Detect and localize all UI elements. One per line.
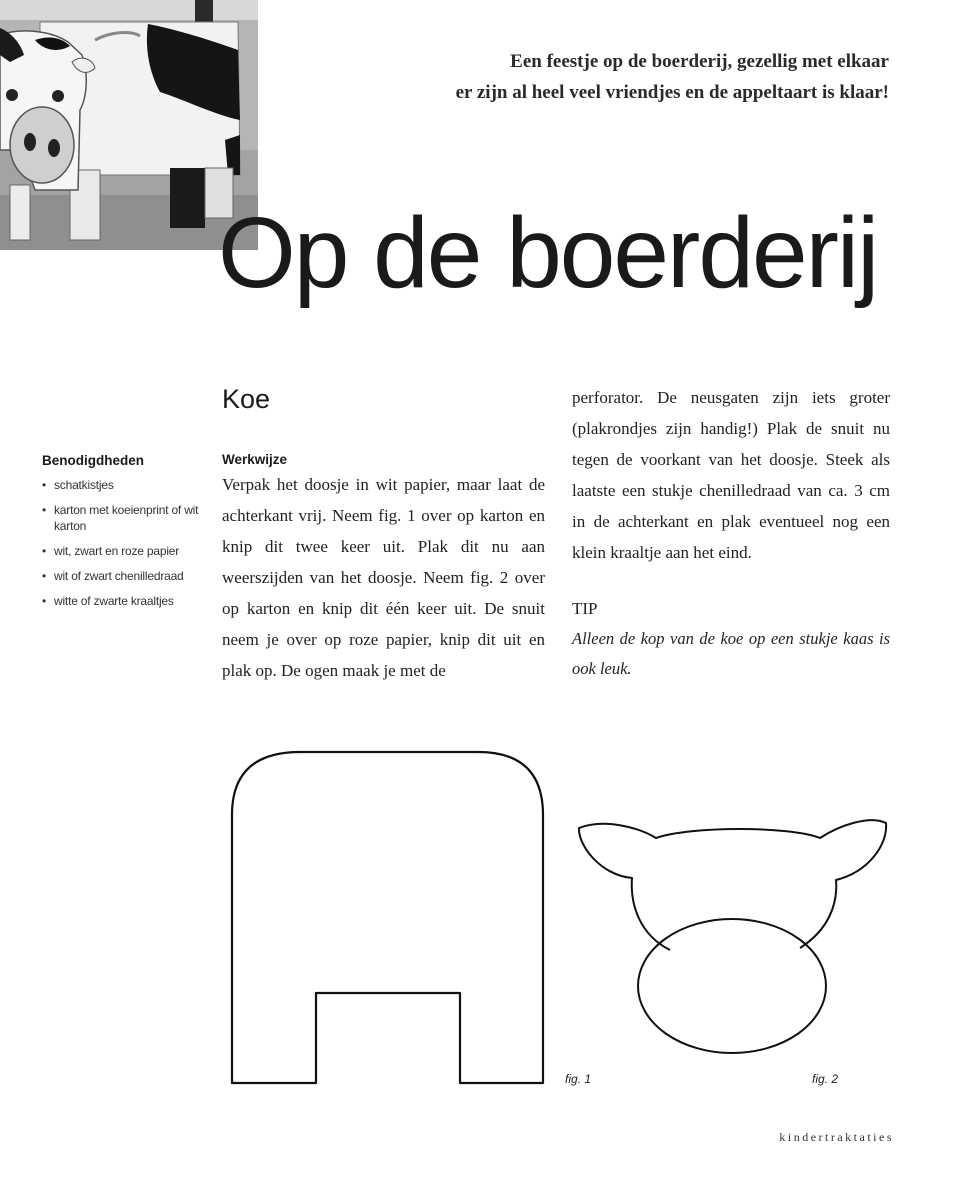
supply-item: • wit of zwart chenilledraad	[42, 568, 202, 584]
intro-line-2: er zijn al heel veel vriendjes en de appeltaart is klaar!	[455, 82, 889, 103]
fig-2-head-template	[579, 820, 886, 950]
supply-item: • schatkistjes	[42, 477, 202, 493]
instructions-text-part-2: perforator. De neusgaten zijn iets groter (plakrondjes zijn handig!) Plak de snuit nu tegen de voorkant van het doosje. Steek als laatste een stukje chenilledraad van ca. 3 cm in de achterkant en plak eventueel nog een klein kraaltje aan het eind.	[572, 388, 890, 562]
page-title: Op de boerderij	[218, 197, 878, 309]
instructions-heading: Werkwijze	[222, 452, 288, 467]
fig-1-label: fig. 1	[565, 1072, 592, 1086]
supply-item: • karton met koeienprint of wit karton	[42, 502, 202, 534]
intro-line-1: Een feestje op de boerderij, gezellig met elkaar	[510, 51, 889, 72]
tip-label: TIP	[572, 599, 598, 618]
fig-2-snout-template	[638, 919, 826, 1053]
fig-2-label: fig. 2	[812, 1072, 839, 1086]
instructions-text-part-1: Verpak het doosje in wit papier, maar laat de achterkant vrij. Neem fig. 1 over op karton en knip dit twee keer uit. Plak dit nu aan weerszijden van het doosje. Neem fig. 2 over op karton en knip dit één keer uit. De snuit neem je over op roze papier, knip dit uit en plak op. De ogen maak je met de	[222, 475, 545, 680]
supply-item: • witte of zwarte kraaltjes	[42, 593, 202, 609]
supplies-heading: Benodigdheden	[42, 453, 144, 468]
tip-text: Alleen de kop van de koe op een stukje kaas is ook leuk.	[572, 629, 890, 678]
supply-item: • wit, zwart en roze papier	[42, 543, 202, 559]
section-title: Koe	[222, 384, 271, 414]
fig-1-body-template	[232, 752, 543, 1083]
footer-book-title: kindertraktaties	[779, 1130, 894, 1144]
